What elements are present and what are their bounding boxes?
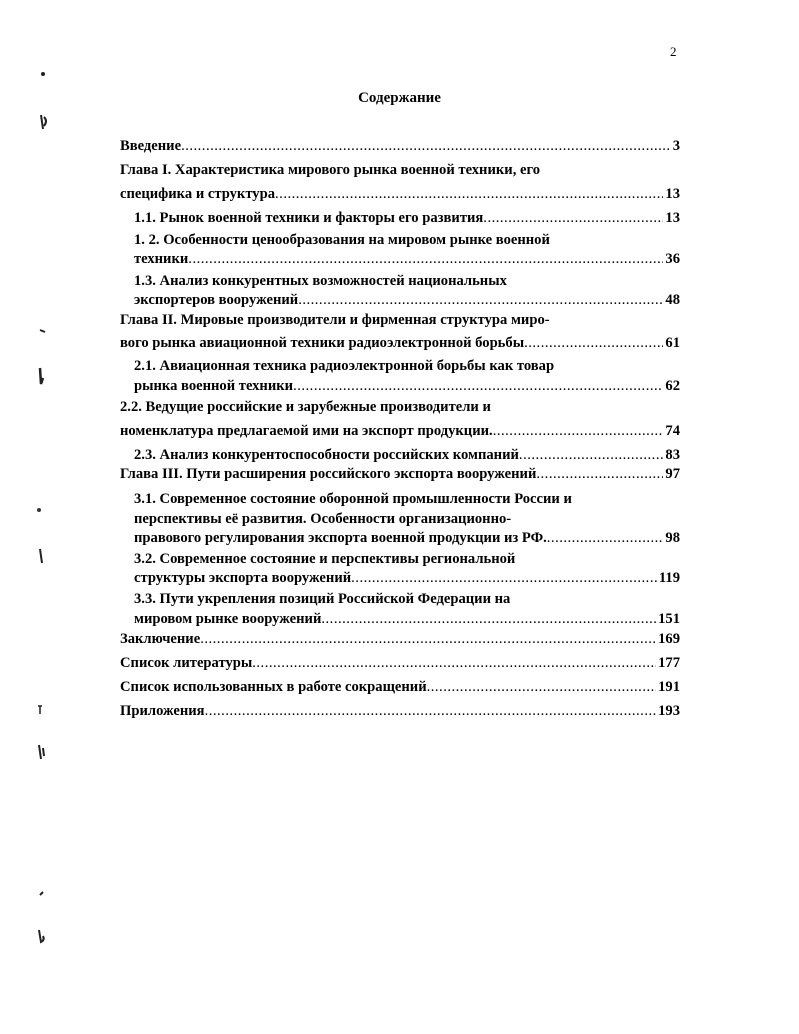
toc-entry[interactable] <box>134 529 680 547</box>
scan-speck <box>41 72 45 76</box>
toc-entry-page: 177 <box>658 655 680 671</box>
toc-entry-text: Список использованных в работе сокращений <box>120 679 427 695</box>
dot-leader <box>200 630 656 648</box>
toc-entry-page: 193 <box>658 703 680 719</box>
toc-entry[interactable] <box>134 569 680 587</box>
toc-entry-page: 3 <box>672 138 680 154</box>
scan-speck <box>39 930 44 942</box>
toc-entry[interactable] <box>120 334 680 352</box>
scan-speck <box>41 115 46 129</box>
toc-entry[interactable] <box>134 357 680 375</box>
toc-entry-text: Глава III. Пути расширения российского экспорта вооружений <box>120 466 537 482</box>
toc-entry[interactable] <box>120 185 680 203</box>
toc-entry-text: рынка военной техники <box>134 378 294 394</box>
toc-entry[interactable] <box>120 678 680 696</box>
toc-entry[interactable] <box>134 590 680 608</box>
toc-entry[interactable] <box>120 137 680 155</box>
scan-speck <box>40 368 43 384</box>
toc-entry-text: 3.2. Современное состояние и перспективы региональной <box>134 551 516 567</box>
toc-entry[interactable] <box>134 550 680 568</box>
toc-entry-text: специфика и структура <box>120 186 276 202</box>
toc-entry[interactable] <box>120 654 680 672</box>
toc-entry[interactable] <box>120 422 680 440</box>
toc-entry-page: 83 <box>665 447 680 463</box>
dot-leader <box>321 610 656 628</box>
toc-entry-page: 36 <box>665 251 680 267</box>
toc-entry-text: 1. 2. Особенности ценообразования на мировом рынке военной <box>134 232 550 248</box>
scan-speck <box>38 706 42 714</box>
toc-entry-page: 13 <box>665 186 680 202</box>
toc-entry[interactable] <box>134 446 680 464</box>
toc-entry[interactable] <box>134 250 680 268</box>
toc-entry[interactable] <box>120 161 680 179</box>
dot-leader <box>524 334 663 352</box>
toc-entry-page: 13 <box>665 210 680 226</box>
scan-speck <box>40 892 43 895</box>
toc-entry-text: Приложения <box>120 703 205 719</box>
toc-entry-text: 1.1. Рынок военной техники и факторы его развития <box>134 210 484 226</box>
toc-entry[interactable] <box>120 311 680 329</box>
toc-entry-text: мировом рынке вооружений <box>134 611 322 627</box>
dot-leader <box>188 250 663 268</box>
dot-leader <box>547 529 664 547</box>
toc-entry-text: 1.3. Анализ конкурентных возможностей национальных <box>134 273 507 289</box>
toc-entry[interactable] <box>134 231 680 249</box>
toc-entry-page: 48 <box>665 292 680 308</box>
toc-entry[interactable] <box>134 272 680 290</box>
toc-entry[interactable] <box>134 209 680 227</box>
toc-entry-text: правового регулирования экспорта военной продукции из РФ. <box>134 530 547 546</box>
toc-entry-text: 2.2. Ведущие российские и зарубежные производители и <box>120 399 491 415</box>
toc-entry-text: экспортеров вооружений <box>134 292 299 308</box>
scan-speck <box>40 330 45 332</box>
toc-entry[interactable] <box>134 510 680 528</box>
dot-leader <box>298 291 663 309</box>
dot-leader <box>181 137 671 155</box>
toc-entry-page: 62 <box>665 378 680 394</box>
toc-entry-text: перспективы её развития. Особенности организационно- <box>134 511 512 527</box>
toc-entry-text: 2.1. Авиационная техника радиоэлектронной борьбы как товар <box>134 358 555 374</box>
toc-entry[interactable] <box>134 490 680 508</box>
toc-entry-text: вого рынка авиационной техники радиоэлектронной борьбы <box>120 335 525 351</box>
dot-leader <box>275 185 663 203</box>
toc-entry-page: 61 <box>665 335 680 351</box>
dot-leader <box>205 702 657 720</box>
toc-entry[interactable] <box>134 610 680 628</box>
toc-entry-text: структуры экспорта вооружений <box>134 570 352 586</box>
scan-speck <box>40 549 42 563</box>
toc-entry-text: 3.3. Пути укрепления позиций Российской Федерации на <box>134 591 511 607</box>
toc-entry[interactable] <box>120 398 680 416</box>
toc-entry-page: 97 <box>665 466 680 482</box>
toc-entry-text: 2.3. Анализ конкурентоспособности российских компаний <box>134 447 519 463</box>
scan-speck <box>39 745 44 759</box>
scan-speck <box>37 508 41 512</box>
scan-artifacts <box>0 0 60 1034</box>
toc-entry-page: 74 <box>665 423 680 439</box>
toc-entry-text: Заключение <box>120 631 201 647</box>
toc-entry[interactable] <box>120 465 680 483</box>
toc-entry[interactable] <box>120 630 680 648</box>
toc-entry[interactable] <box>134 377 680 395</box>
page-number: 2 <box>670 44 677 59</box>
toc-entry-page: 119 <box>658 570 680 586</box>
toc-entry-text: 3.1. Современное состояние оборонной промышленности России и <box>134 491 572 507</box>
dot-leader <box>351 569 657 587</box>
toc-entry[interactable] <box>120 702 680 720</box>
toc-title: Содержание <box>358 90 441 106</box>
toc-entry-text: Список литературы <box>120 655 253 671</box>
toc-entry-text: техники <box>134 251 189 267</box>
dot-leader <box>536 465 663 483</box>
toc-entry-page: 169 <box>658 631 680 647</box>
dot-leader <box>519 446 663 464</box>
toc-entry-page: 98 <box>665 530 680 546</box>
toc-entry-text: Введение <box>120 138 182 154</box>
dot-leader <box>293 377 663 395</box>
toc-entry-text: номенклатура предлагаемой ими на экспорт продукции. <box>120 423 493 439</box>
dot-leader <box>252 654 656 672</box>
dot-leader <box>493 422 664 440</box>
dot-leader <box>427 678 657 696</box>
toc-entry-page: 191 <box>658 679 680 695</box>
dot-leader <box>483 209 663 227</box>
toc-entry-text: Глава I. Характеристика мирового рынка военной техники, его <box>120 162 541 178</box>
toc-entry[interactable] <box>134 291 680 309</box>
toc-entry-page: 151 <box>658 611 680 627</box>
toc-entry-text: Глава II. Мировые производители и фирменная структура миро- <box>120 312 550 328</box>
